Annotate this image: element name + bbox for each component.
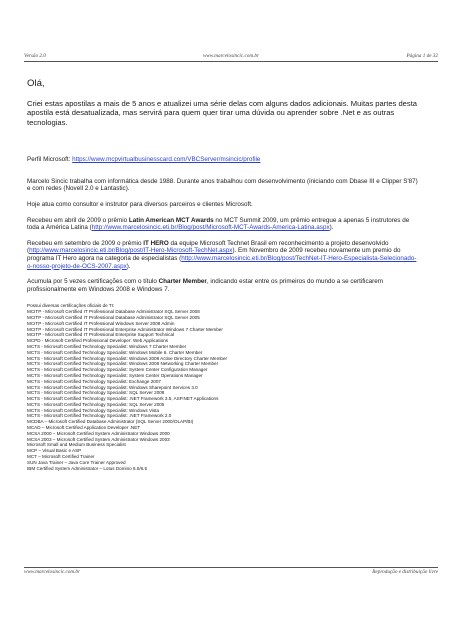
award-mct-text: Recebeu em abril de 2009 o prêmio xyxy=(27,216,129,224)
certification-item: MCTS - Microsoft Certified Technology Specialist: Windows Vista xyxy=(27,407,160,413)
award-ithero-text-2: da equipe Microsoft Technet Brasil em reconhecimento a projeto desenvolvido ( xyxy=(27,239,389,255)
certification-item: MCTS - Microsoft Certified Technology Specialist: SQL Server 2005 xyxy=(27,401,165,407)
footer-rights: Reprodução e distribuição livre xyxy=(372,569,438,575)
award-ithero-link-2[interactable]: http://www.marcelosincic.eti.br/Blog/post/TechNet-IT-Hero-Especialista-Selecionado-o-nosso-projeto-de-OCS-2007.aspx xyxy=(27,254,417,270)
award-ithero-title: IT HERO xyxy=(143,239,169,247)
charter-text: Acumula por 5 vezes certificações com o título xyxy=(27,278,159,286)
charter-title: Charter Member xyxy=(158,278,207,286)
page-header xyxy=(24,53,438,62)
certification-item: MCITP - Microsoft Certified IT Professional Database Administrator SQL Server 2008 xyxy=(27,309,200,315)
certification-item: MCTS - Microsoft Certified Technology Specialist: Windows 7 Charter Member xyxy=(27,343,187,349)
intro-paragraph: Criei estas apostilas a mais de 5 anos e atualizei uma série delas com alguns dados adicionais. Muitas partes desta apostila está desatualizada, mas servirá para quem quer tirar uma dúvida ou aprender sobre .Net e as outras tecnologias. xyxy=(27,99,418,127)
certification-item: MCTS - Microsoft Certified Technology Specialist: .NET Framework 3.5, ASP.NET Applications xyxy=(27,396,219,402)
certification-item: MCDBA – Microsoft Certified Database Administrator (SQL Server 2000/OLAP/BI) xyxy=(27,419,194,425)
page-footer xyxy=(24,567,438,577)
greeting: Olá, xyxy=(27,78,45,89)
header-page-number: Página 1 de 32 xyxy=(406,53,438,59)
current-role-paragraph: Hoje atua como consultor e instrutor para diversos parceiros e clientes Microsoft. xyxy=(27,201,253,208)
award-mct-title: Latin American MCT Awards xyxy=(128,216,214,224)
award-ithero-paragraph xyxy=(27,240,422,270)
certification-item: MCPD - Microsoft Certified Professional Developer: Web Applications xyxy=(27,338,169,344)
profile-label: Perfil Microsoft: xyxy=(27,156,73,164)
certification-item: MCTS - Microsoft Certified Technology Specialist: Windows 2008 Networking Charter Member xyxy=(27,361,219,367)
charter-text-2: , indicando estar entre os primeiros do mundo a se certificarem profissionalmente em Windows 2008 e Windows 7. xyxy=(27,278,383,293)
certification-item: MCITP - Microsoft Certified IT Professional Enterprise Support Technical xyxy=(27,332,175,338)
certification-item: MCAD – Microsoft Certified Application Developer .NET xyxy=(27,425,141,431)
profile-link[interactable]: https://www.mcpvirtualbusinesscard.com/VBCServer/msincic/profile xyxy=(72,156,261,164)
award-ithero-text: Recebeu em setembro de 2009 o prêmio xyxy=(27,239,144,247)
certification-item: MCTS - Microsoft Certified Technology Specialist: Exchange 2007 xyxy=(27,378,161,384)
page-content xyxy=(27,78,422,471)
certification-item: MCP – Visual Basic e ASP xyxy=(27,448,82,454)
certification-item: MCT – Microsoft Certified Trainer xyxy=(27,454,95,460)
certification-item: MCTS - Microsoft Certified Technology Specialist: Windows Mobile 6. Charter Member xyxy=(27,349,203,355)
certification-item: MCTS - Microsoft Certified Technology Specialist: System Center Configuration Manager xyxy=(27,367,208,373)
certification-item: MCTS - Microsoft Certified Technology Specialist: Windows Sharepoint Services 3.0 xyxy=(27,384,198,390)
certification-item: MCITP - Microsoft Certified IT Professional Database Administrator SQL Server 2005 xyxy=(27,314,200,320)
charter-member-paragraph xyxy=(27,278,422,293)
header-version: Versão 2.0 xyxy=(24,53,46,59)
certifications-heading: Possui diversas certificações oficiais de TI: xyxy=(27,303,115,309)
award-mct-paragraph xyxy=(27,217,422,232)
certification-item: MCTS - Microsoft Certified Technology Specialist: Windows 2008 Active Directory Charter Member xyxy=(27,355,228,361)
header-site: www.marcelosincic.com.br xyxy=(202,53,260,59)
certification-item: MCITP - Microsoft Certified IT Professional Enterprise Administrator Windows 7 Charter Member xyxy=(27,326,223,332)
award-ithero-end: ). xyxy=(126,262,131,270)
certification-item: MCITP - Microsoft Certified IT Professional Windows Server 2008 Admin xyxy=(27,320,175,326)
certification-item: MCSA 2003 – Microsoft Certified System Administrator Windows 2003 xyxy=(27,436,170,442)
profile-paragraph xyxy=(27,156,422,164)
certification-item: MCTS - Microsoft Certified Technology Specialist: .NET Framework 2.0 xyxy=(27,413,172,419)
certification-item: MCSA 2000 – Microsoft Certified System Administrator Windows 2000 xyxy=(27,430,170,436)
certification-item: Microsoft Small and Medium Business Specialist xyxy=(27,442,126,448)
certification-item: MCTS - Microsoft Certified Technology Specialist: System Center Operations Manager xyxy=(27,372,203,378)
award-mct-text-2: no MCT Summit 2009, um prêmio entregue a apenas 5 instrutores de toda a América Latina ( xyxy=(27,216,410,232)
award-ithero-link-1[interactable]: http://www.marcelosincic.eti.br/Blog/post/IT-Hero-Microsoft-TechNet.aspx xyxy=(29,247,233,255)
career-paragraph: Marcelo Sincic trabalha com informática desde 1988. Durante anos trabalhou com desenvolvimento (iniciando com Dbase III e Clipper S'87) e com redes (Novell 2.0 e Lantastic). xyxy=(27,177,418,193)
certification-item: SUN Java Trainer – Java Core Trainer Approved xyxy=(27,459,126,465)
certifications-list xyxy=(27,303,422,471)
award-ithero-text-3: ). Em Novembro de 2009 recebeu novamente um premio do programa IT Hero agora na categoria de especialistas ( xyxy=(27,247,401,262)
certification-item: MCTS - Microsoft Certified Technology Specialist: SQL Server 2008 xyxy=(27,390,165,396)
footer-site: www.marcelosincic.com.br xyxy=(24,569,81,575)
award-mct-end: ). xyxy=(329,224,334,232)
certification-item: IBM Certified System Administrator – Lotus Domino 6.0/6.5 xyxy=(27,465,147,471)
award-mct-link[interactable]: http://www.marcelosincic.eti.br/Blog/post/Microsoft-MCT-Awards-America-Latina.aspx xyxy=(91,224,330,232)
